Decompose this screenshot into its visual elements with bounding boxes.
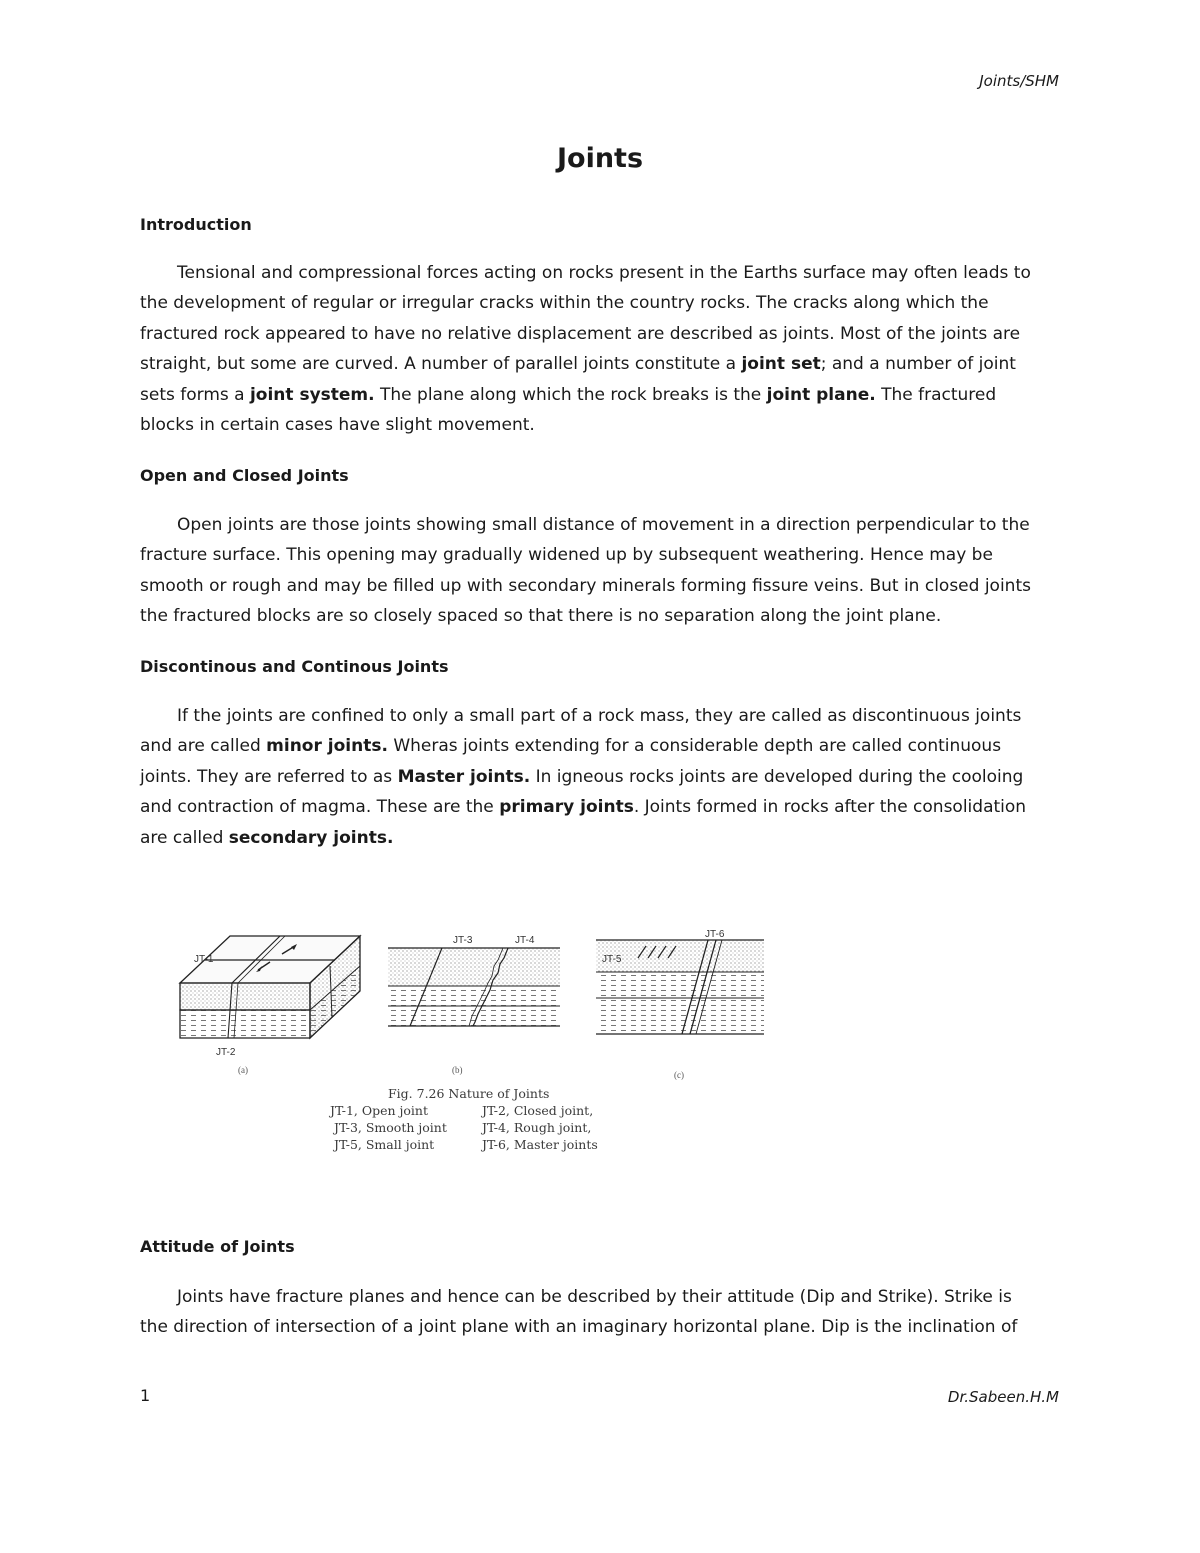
- figure-legend-jt2: JT-2, Closed joint,: [482, 1103, 594, 1118]
- paragraph-discontinuous-joints: [140, 701, 1065, 853]
- paragraph-open-closed-joints: [140, 510, 1065, 632]
- bold-term: secondary joints.: [228, 827, 394, 848]
- text-run: and are called: [140, 736, 267, 757]
- text-run: . Joints formed in rocks after the consolidation: [633, 797, 1027, 818]
- panel-b-section: [388, 948, 560, 1026]
- text-run: blocks in certain cases have slight movement.: [140, 415, 535, 436]
- document-title: Joints: [556, 143, 644, 174]
- bold-term: joint set: [741, 354, 821, 375]
- text-run: ; and a number of joint: [820, 354, 1016, 375]
- text-line: [140, 258, 1065, 288]
- text-run: Joints have fracture planes and hence can be described by their attitude (Dip and Strike). Strike is: [177, 1287, 1012, 1307]
- text-run: and contraction of magma. These are the: [140, 797, 500, 818]
- text-run: The fractured: [875, 384, 997, 405]
- panel-label-a: (a): [238, 1065, 248, 1075]
- panel-label-b: (b): [452, 1065, 463, 1075]
- label-jt6: JT-6: [705, 929, 725, 940]
- figure-nature-of-joints: [170, 918, 810, 1158]
- text-line: [140, 792, 1065, 822]
- text-line: [140, 571, 1065, 601]
- text-line: [140, 731, 1065, 761]
- panel-a-block: [180, 936, 360, 1038]
- text-line: [140, 510, 1065, 540]
- heading-open-closed-joints: Open and Closed Joints: [140, 466, 349, 485]
- page-number: 1: [140, 1386, 151, 1405]
- bold-term: joint plane.: [766, 384, 876, 405]
- text-line: [140, 762, 1065, 792]
- figure-legend-jt6: JT-6, Master joints: [482, 1137, 598, 1152]
- text-line: [140, 540, 1065, 570]
- label-jt3: JT-3: [453, 935, 473, 946]
- text-run: are called: [140, 827, 229, 848]
- text-line: [140, 601, 1065, 631]
- footer-author: Dr.Sabeen.H.M: [947, 1388, 1059, 1406]
- figure-legend-jt1: JT-1, Open joint: [330, 1103, 429, 1118]
- text-run: the development of regular or irregular cracks within the country rocks. The cracks along which the: [140, 293, 989, 314]
- text-run: straight, but some are curved. A number of parallel joints constitute a: [140, 354, 742, 375]
- text-line: [140, 288, 1065, 318]
- text-run: sets forms a: [140, 384, 250, 405]
- figure-caption-title: Fig. 7.26 Nature of Joints: [388, 1086, 550, 1101]
- label-jt5: JT-5: [602, 954, 622, 965]
- text-line: [140, 1282, 1065, 1312]
- text-line: [140, 319, 1065, 349]
- bold-term: minor joints.: [266, 736, 388, 757]
- text-line: [140, 701, 1065, 731]
- bold-term: primary joints: [499, 797, 634, 818]
- heading-attitude-of-joints: Attitude of Joints: [140, 1237, 295, 1256]
- text-run: If the joints are confined to only a small part of a rock mass, they are called as discontinuous joints: [177, 706, 1022, 726]
- text-run: the fractured blocks are so closely spaced so that there is no separation along the joint plane.: [140, 606, 942, 627]
- label-jt4: JT-4: [515, 935, 535, 946]
- text-line: [140, 380, 1065, 410]
- text-run: smooth or rough and may be filled up with secondary minerals forming fissure veins. But in closed joints: [140, 575, 1031, 596]
- paragraph-attitude-of-joints: [140, 1282, 1065, 1343]
- text-line: [140, 823, 1065, 853]
- label-jt1: JT-1: [194, 954, 214, 965]
- text-run: In igneous rocks joints are developed during the cooloing: [530, 766, 1024, 787]
- text-run: Wheras joints extending for a considerable depth are called continuous: [387, 736, 1002, 757]
- text-run: Tensional and compressional forces acting on rocks present in the Earths surface may often leads to: [177, 263, 1031, 283]
- figure-legend-jt3: JT-3, Smooth joint: [334, 1120, 447, 1135]
- text-line: [140, 349, 1065, 379]
- paragraph-introduction: [140, 258, 1065, 440]
- text-run: the direction of intersection of a joint plane with an imaginary horizontal plane. Dip is the inclination of: [140, 1317, 1018, 1338]
- text-run: Open joints are those joints showing small distance of movement in a direction perpendicular to the: [177, 515, 1030, 535]
- bold-term: joint system.: [249, 384, 375, 405]
- text-run: The plane along which the rock breaks is the: [374, 384, 767, 405]
- running-header: Joints/SHM: [979, 72, 1059, 90]
- heading-discontinuous-joints: Discontinous and Continous Joints: [140, 657, 449, 676]
- text-line: [140, 1312, 1065, 1342]
- text-line: [140, 410, 1065, 440]
- text-run: joints. They are referred to as: [140, 766, 398, 787]
- heading-introduction: Introduction: [140, 215, 252, 234]
- figure-legend-jt5: JT-5, Small joint: [334, 1137, 435, 1152]
- label-jt2: JT-2: [216, 1047, 236, 1058]
- figure-legend-jt4: JT-4, Rough joint,: [482, 1120, 592, 1135]
- text-run: fracture surface. This opening may gradually widened up by subsequent weathering. Hence may be: [140, 545, 993, 566]
- text-run: fractured rock appeared to have no relative displacement are described as joints. Most of the joints are: [140, 323, 1021, 344]
- bold-term: Master joints.: [397, 766, 531, 787]
- panel-label-c: (c): [674, 1070, 684, 1080]
